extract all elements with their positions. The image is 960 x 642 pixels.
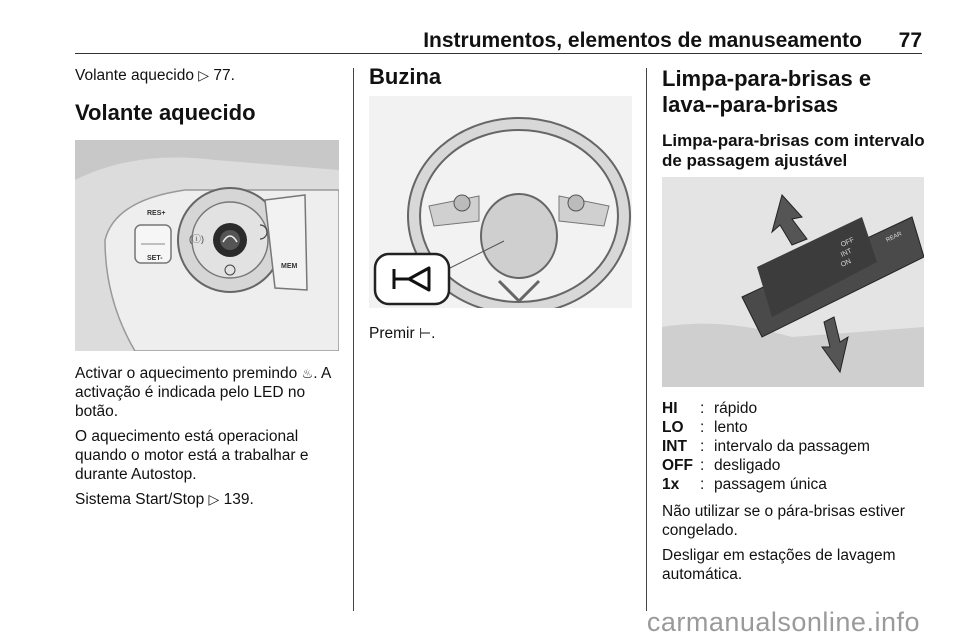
header-title: Instrumentos, elementos de manuseamento (423, 29, 862, 52)
column-heated-wheel-text (75, 364, 345, 509)
heated-wheel-figure (75, 140, 339, 351)
page-header (75, 27, 922, 54)
watermark: carmanualsonline.info (646, 607, 920, 637)
page-number: 77 (898, 29, 922, 52)
legend-row (662, 457, 870, 476)
legend-colon: : (700, 400, 705, 417)
column-heated-wheel (75, 66, 343, 126)
legend-row (662, 476, 870, 495)
column-horn-text (369, 324, 634, 343)
cross-reference[interactable]: Sistema Start/Stop ▷ 139. (75, 491, 254, 508)
rear-label: REAR (885, 231, 903, 244)
paragraph: Premir ⊢. (369, 325, 436, 342)
legend-row (662, 438, 870, 457)
horn-figure (369, 96, 632, 308)
section-heading: Limpa-para-brisas e lava--para-brisas (662, 66, 872, 117)
legend-row (662, 400, 870, 419)
column-wipers (662, 66, 927, 171)
mem-label: MEM (281, 263, 298, 270)
off-label: OFF (839, 236, 856, 249)
heated-steering-wheel-icon: ♨ (301, 366, 314, 381)
legend-colon: : (700, 419, 705, 436)
svg-text:(ⓘ): (ⓘ) (189, 234, 204, 244)
int-label: INT (839, 247, 854, 259)
column-divider (646, 68, 647, 611)
column-divider (353, 68, 354, 611)
wiper-legend (662, 400, 870, 495)
legend-desc: intervalo da passagem (714, 438, 870, 455)
section-heading: Buzina (369, 64, 442, 89)
legend-desc: lento (714, 419, 748, 436)
ref-arrow-icon: ▷ (198, 67, 210, 83)
on-label: ON (839, 258, 853, 269)
section-heading: Volante aquecido (75, 100, 256, 125)
subsection-heading: Limpa-para-brisas com intervalo de passagem ajustável (662, 131, 925, 170)
legend-term: 1x (662, 476, 680, 493)
legend-term: OFF (662, 457, 693, 474)
legend-term: LO (662, 419, 684, 436)
legend-term: HI (662, 400, 678, 417)
legend-row (662, 419, 870, 438)
cross-reference[interactable]: Volante aquecido ▷ 77. (75, 67, 235, 84)
set-label: SET- (147, 255, 163, 262)
paragraph: Activar o aquecimento premindo ♨. A activação é indicada pelo LED no botão. (75, 365, 331, 420)
paragraph: O aquecimento está operacional quando o motor está a trabalhar e durante Autostop. (75, 428, 309, 483)
legend-colon: : (700, 476, 705, 493)
legend-desc: desligado (714, 457, 781, 474)
column-horn (369, 64, 634, 90)
legend-colon: : (700, 457, 705, 474)
paragraph: Desligar em estações de lavagem automática. (662, 547, 896, 583)
paragraph: Não utilizar se o pára-brisas estiver congelado. (662, 503, 905, 539)
wiper-stalk-figure (662, 177, 924, 387)
legend-term: INT (662, 438, 687, 455)
column-wipers-text (662, 502, 927, 584)
legend-desc: passagem única (714, 476, 827, 493)
res-label: RES+ (147, 210, 166, 217)
legend-desc: rápido (714, 400, 758, 417)
legend-colon: : (700, 438, 705, 455)
ref-arrow-icon: ▷ (208, 491, 220, 507)
horn-icon: ⊢ (418, 325, 432, 341)
